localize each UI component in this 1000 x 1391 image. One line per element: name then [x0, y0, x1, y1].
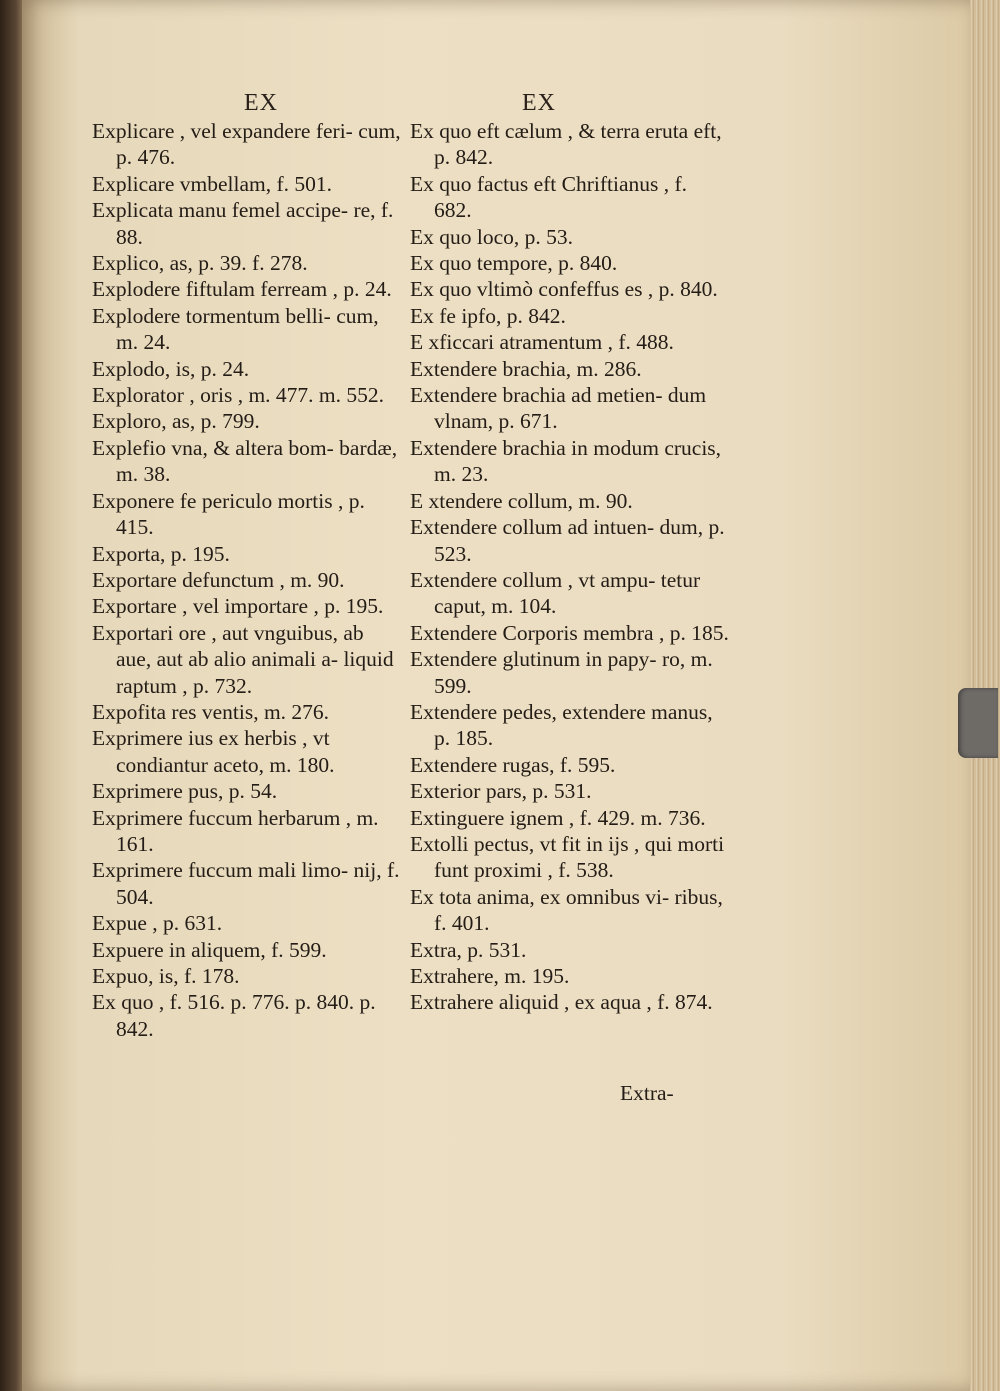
index-entry: Explicata manu femel accipe- re, f. 88.	[92, 198, 394, 249]
index-entry: Ex quo loco, p. 53.	[410, 224, 574, 249]
index-entry: Extrahere, m. 195.	[410, 964, 570, 988]
index-entry: Extendere pedes, extendere manus, p. 185.	[410, 699, 713, 751]
index-entry: Ex quo tempore, p. 840.	[410, 251, 618, 276]
index-entry: Extendere brachia in modum crucis, m. 23.	[410, 435, 722, 487]
index-entry: Ex quo factus eft Chriftianus , f. 682.	[410, 171, 688, 223]
index-entry: Explicare , vel expandere feri- cum, p. 476.	[92, 119, 401, 170]
index-entry: Exprimere fuccum herbarum , m. 161.	[92, 805, 379, 856]
index-entry: Explorator , oris , m. 477. m. 552.	[92, 383, 385, 408]
index-entry: Extra, p. 531.	[410, 937, 527, 962]
index-entry: Exportare , vel importare , p. 195.	[92, 594, 384, 619]
index-entry: Exprimere ius ex herbis , vt condiantur aceto, m. 180.	[92, 726, 335, 777]
index-entry: Extendere glutinum in papy- ro, m. 599.	[410, 647, 713, 698]
index-entry: Ex quo eft cælum , & terra eruta eft, p. 842.	[410, 119, 722, 170]
index-entry: Exporta, p. 195.	[92, 541, 230, 566]
index-entry: Extinguere ignem , f. 429. m. 736.	[410, 805, 706, 830]
index-entry: Explodere tormentum belli- cum, m. 24.	[92, 303, 379, 355]
index-entry: Explefio vna, & altera bom- bardæ, m. 38.	[92, 435, 398, 487]
running-head-right: EX	[522, 90, 556, 116]
index-entry: Exportare defunctum , m. 90.	[92, 567, 345, 592]
page-tab	[958, 688, 998, 758]
right-column	[410, 118, 730, 1016]
index-entry: E xficcari atramentum , f. 488.	[410, 330, 674, 355]
index-entry: Extrahere aliquid , ex aqua , f. 874.	[410, 990, 713, 1015]
index-entry: Exportari ore , aut vnguibus, ab aue, aut ab alio animali a- liquid raptum , p. 732.	[92, 620, 394, 698]
catchword: Extra-	[620, 1081, 674, 1105]
index-entry: Explodere fiftulam ferream , p. 24.	[92, 277, 392, 302]
index-entry: Extolli pectus, vt fit in ijs , qui morti funt proximi , f. 538.	[410, 831, 725, 883]
index-entry: E xtendere collum, m. 90.	[410, 488, 633, 513]
running-head-left: EX	[244, 90, 278, 116]
index-entry: Expofita res ventis, m. 276.	[92, 699, 330, 724]
index-entry: Ex quo , f. 516. p. 776. p. 840. p. 842.	[92, 990, 376, 1041]
index-entry: Exprimere fuccum mali limo- nij, f. 504.	[92, 858, 400, 909]
index-entry: Extendere Corporis membra , p. 185.	[410, 620, 729, 645]
index-entry: Explodo, is, p. 24.	[92, 356, 250, 381]
index-entry: Explicare vmbellam, f. 501.	[92, 171, 333, 196]
index-entry: Extendere brachia ad metien- dum vlnam, p. 671.	[410, 383, 707, 434]
index-entry: Exprimere pus, p. 54.	[92, 779, 278, 804]
index-entry: Ex fe ipfo, p. 842.	[410, 303, 566, 328]
index-entry: Extendere collum , vt ampu- tetur caput, m. 104.	[410, 567, 701, 619]
index-entry: Extendere collum ad intuen- dum, p. 523.	[410, 515, 725, 566]
index-entry: Explico, as, p. 39. f. 278.	[92, 251, 308, 276]
index-entry: Exponere fe periculo mortis , p. 415.	[92, 488, 365, 540]
left-column	[92, 118, 404, 1042]
index-entry: Expuere in aliquem, f. 599.	[92, 937, 327, 962]
index-entry: Ex tota anima, ex omnibus vi- ribus, f. 401.	[410, 884, 723, 936]
index-entry: Expue , p. 631.	[92, 911, 223, 936]
index-entry: Exploro, as, p. 799.	[92, 409, 260, 434]
index-entry: Ex quo vltimò confeffus es , p. 840.	[410, 277, 718, 302]
index-entry: Exterior pars, p. 531.	[410, 779, 592, 804]
index-entry: Extendere rugas, f. 595.	[410, 752, 616, 777]
index-entry: Extendere brachia, m. 286.	[410, 356, 642, 381]
index-entry: Expuo, is, f. 178.	[92, 964, 240, 988]
